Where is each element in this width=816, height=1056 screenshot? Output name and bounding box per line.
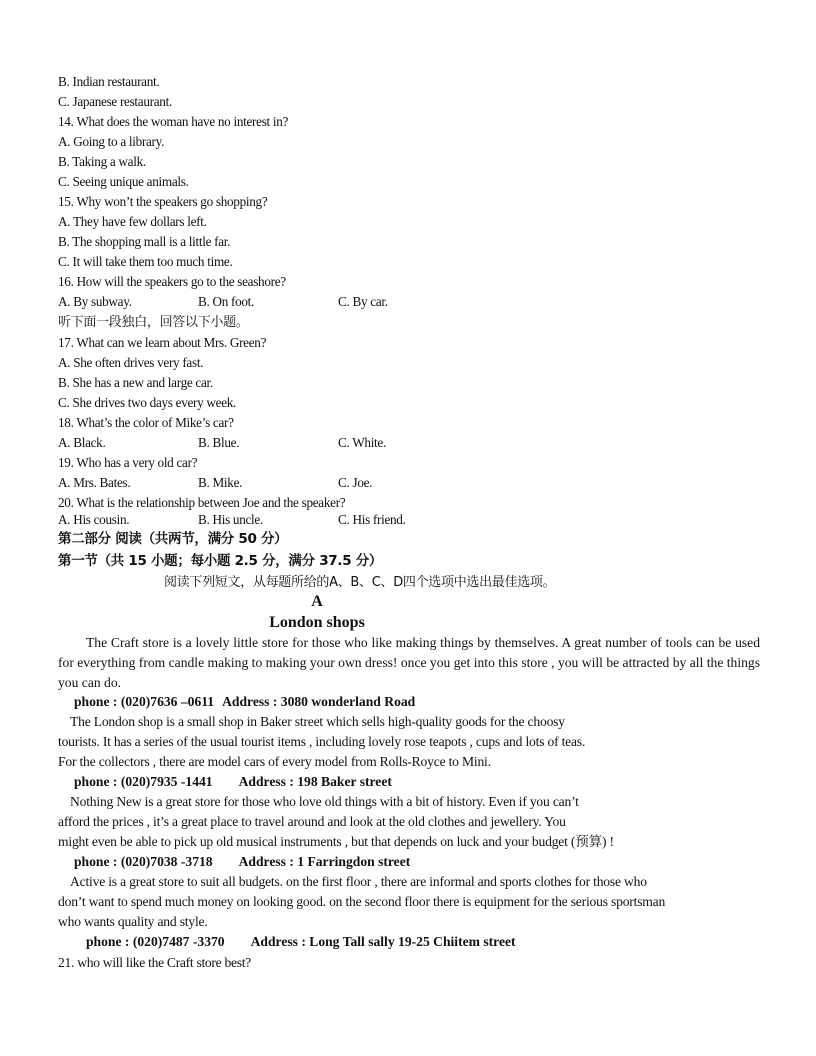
q19-option-a: A. Mrs. Bates. xyxy=(58,475,131,490)
nothing-new-address: Address : 1 Farringdon street xyxy=(238,854,411,869)
nothing-new-line-2: afford the prices , it’s a great place to travel around and look at the old clothes and jewellery. You xyxy=(58,814,566,829)
q19-options xyxy=(58,475,758,491)
q19-option-b: B. Mike. xyxy=(198,475,243,490)
q15-option-c: C. It will take them too much time. xyxy=(58,254,233,269)
q16-question: 16. How will the speakers go to the seashore? xyxy=(58,274,286,289)
london-shop-line-1: The London shop is a small shop in Baker street which sells high-quality goods for the choosy xyxy=(70,714,565,729)
london-shop-address: Address : 198 Baker street xyxy=(238,774,392,789)
nothing-new-line-1: Nothing New is a great store for those who love old things with a bit of history. Even if you can’t xyxy=(70,794,579,809)
q15-option-b: B. The shopping mall is a little far. xyxy=(58,234,231,249)
craft-store-contact xyxy=(74,693,415,711)
nothing-new-contact xyxy=(74,853,410,871)
london-shop-contact xyxy=(74,773,392,791)
q17-option-a: A. She often drives very fast. xyxy=(58,355,204,370)
monologue-instruction: 听下面一段独白，回答以下小题。 xyxy=(58,315,249,330)
q21-question: 21. who will like the Craft store best? xyxy=(58,955,251,970)
nothing-new-phone: phone : (020)7038 -3718 xyxy=(74,854,213,869)
q18-question: 18. What’s the color of Mike’s car? xyxy=(58,415,234,430)
craft-store-address: Address : 3080 wonderland Road xyxy=(222,694,416,709)
q15-option-a: A. They have few dollars left. xyxy=(58,214,207,229)
q18-options xyxy=(58,435,758,451)
q18-option-a: A. Black. xyxy=(58,435,106,450)
q20-option-a: A. His cousin. xyxy=(58,512,130,527)
q14-option-a: A. Going to a library. xyxy=(58,134,165,149)
q18-option-b: B. Blue. xyxy=(198,435,240,450)
q18-option-c: C. White. xyxy=(338,435,386,450)
q17-question: 17. What can we learn about Mrs. Green? xyxy=(58,335,267,350)
active-store-contact xyxy=(86,933,516,951)
q14-question: 14. What does the woman have no interest in? xyxy=(58,114,289,129)
q16-options xyxy=(58,294,758,310)
q13-option-b: B. Indian restaurant. xyxy=(58,74,160,89)
london-shop-line-2: tourists. It has a series of the usual tourist items , including lovely rose teapots , cups and lots of teas. xyxy=(58,734,586,749)
active-store-line-1: Active is a great store to suit all budgets. on the first floor , there are informal and sports clothes for those who xyxy=(70,874,647,889)
nothing-new-line-3: might even be able to pick up old musical instruments , but that depends on luck and your budget (预算) ! xyxy=(58,834,614,849)
q14-option-b: B. Taking a walk. xyxy=(58,154,146,169)
active-store-line-2: don’t want to spend much money on looking good. on the second floor there is equipment for the serious sportsman xyxy=(58,894,666,909)
q16-option-a: A. By subway. xyxy=(58,294,132,309)
q20-question: 20. What is the relationship between Joe and the speaker? xyxy=(58,495,346,510)
q19-option-c: C. Joe. xyxy=(338,475,373,490)
active-store-address: Address : Long Tall sally 19-25 Chiitem street xyxy=(250,934,516,949)
q16-option-c: C. By car. xyxy=(338,294,388,309)
q14-option-c: C. Seeing unique animals. xyxy=(58,174,189,189)
reading-instruction: 阅读下列短文，从每题所给的A、B、C、D四个选项中选出最佳选项。 xyxy=(164,575,556,590)
london-shop-line-3: For the collectors , there are model cars of every model from Rolls-Royce to Mini. xyxy=(58,754,491,769)
q17-option-c: C. She drives two days every week. xyxy=(58,395,237,410)
passage-title: London shops xyxy=(269,614,365,631)
q19-question: 19. Who has a very old car? xyxy=(58,455,198,470)
craft-store-phone: phone : (020)7636 –0611 xyxy=(74,694,215,709)
q20-option-c: C. His friend. xyxy=(338,512,406,527)
passage-letter: A xyxy=(311,593,323,610)
part-two-heading: 第二部分 阅读（共两节，满分 50 分） xyxy=(58,531,288,547)
active-store-line-3: who wants quality and style. xyxy=(58,914,208,929)
q13-option-c: C. Japanese restaurant. xyxy=(58,94,172,109)
craft-store-paragraph: The Craft store is a lovely little store for those who like making things by themselves. A great number of tools can be used for everything from candle making to making your own dress! once you get into this store , you will be attracted by all the things you can do. xyxy=(58,635,760,690)
q20-option-b: B. His uncle. xyxy=(198,512,263,527)
london-shop-phone: phone : (020)7935 -1441 xyxy=(74,774,213,789)
q15-question: 15. Why won’t the speakers go shopping? xyxy=(58,194,268,209)
q20-options xyxy=(58,512,758,528)
active-store-phone: phone : (020)7487 -3370 xyxy=(86,934,225,949)
q16-option-b: B. On foot. xyxy=(198,294,255,309)
section-one-heading: 第一节（共 15 小题；每小题 2.5 分，满分 37.5 分） xyxy=(58,553,383,569)
q17-option-b: B. She has a new and large car. xyxy=(58,375,213,390)
